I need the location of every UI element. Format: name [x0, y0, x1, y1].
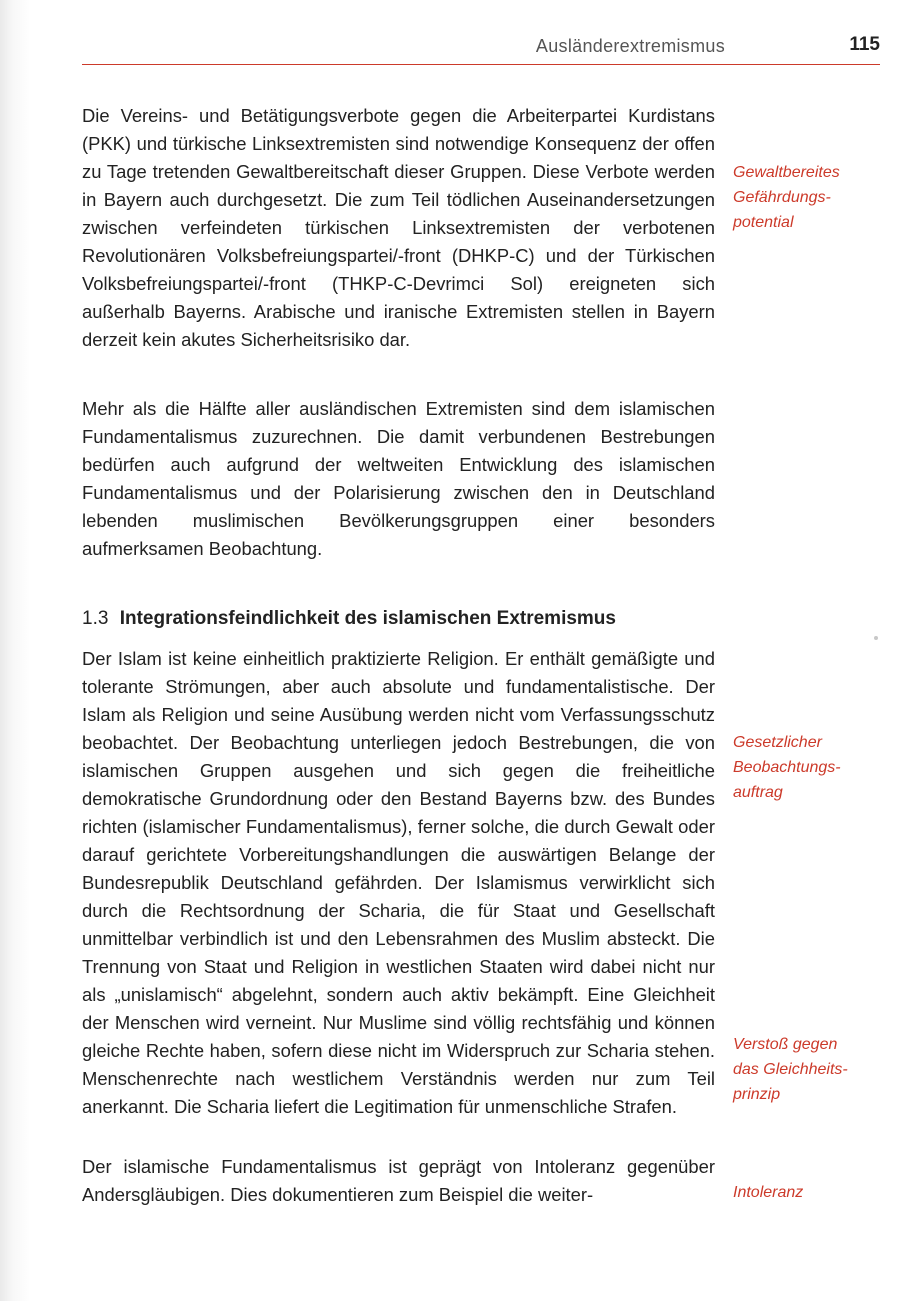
scan-speck: [874, 636, 878, 640]
section-title: Integrationsfeindlichkeit des islamischen Extremismus: [119, 608, 616, 629]
section-heading: [82, 605, 715, 633]
margin-note-gleichheitsprinzip: Verstoß gegen das Gleichheits- prinzip: [733, 1036, 848, 1103]
page-number: 115: [849, 34, 880, 55]
paragraph-intoleranz: Der islamische Fundamentalismus ist geprägt von Intoleranz gegenüber Andersgläubigen. Dies dokumentieren zum Beispiel die weiter-: [82, 1156, 715, 1205]
paragraph-fundamentalismus: Mehr als die Hälfte aller ausländischen Extremisten sind dem islamischen Fundamentalismus zuzurechnen. Die damit verbundenen Bestrebungen bedürfen auch aufgrund der weltweiten Entwicklung des islamischen Fundamentalismus und der Polarisierung zwischen den in Deutschland lebenden muslimischen Bevölkerungsgruppen einer besonders aufmerksamen Beobachtung.: [82, 398, 715, 559]
paragraph-islam: Der Islam ist keine einheitlich praktizierte Religion. Er enthält gemäßigte und tolerante Strömungen, aber auch absolute und fundamentalistische. Der Islam als Religion und seine Ausübung werden nicht vom Verfassungsschutz beobachtet. Der Beobachtung unterliegen jedoch Bestrebungen, die von islamischen Gruppen ausgehen und sich gegen die freiheitliche demokratische Grundordnung oder den Bestand Bayerns bzw. des Bundes richten (islamischer Fundamentalismus), ferner solche, die durch Gewalt oder darauf gerichtete Vorbereitungshandlungen die auswärtigen Belange der Bundesrepublik Deutschland gefährden. Der Islamismus verwirklicht sich durch die Rechtsordnung der Scharia, die für Staat und Gesellschaft unmittelbar verbindlich ist und den Lebensrahmen des Muslim absteckt. Die Trennung von Staat und Religion in westlichen Staaten wird dabei nicht nur als „unislamisch“ abgelehnt, sondern auch aktiv bekämpft. Eine Gleichheit der Menschen wird verneint. Nur Muslime sind völlig rechtsfähig und können gleiche Rechte haben, sofern diese nicht im Widerspruch zur Scharia stehen. Menschenrechte nach westlichem Verständnis werden nur zum Teil anerkannt. Die Scharia liefert die Legitimation für unmenschliche Strafen.: [82, 648, 715, 1117]
header-rule: [82, 64, 880, 65]
margin-note-beobachtungsauftrag: Gesetzlicher Beobachtungs- auftrag: [733, 734, 841, 801]
margin-note-gewaltbereites: Gewaltbereites Gefährdungs- potential: [733, 164, 840, 231]
running-header-title: Ausländerextremismus: [535, 36, 725, 56]
paragraph-verbote: Die Vereins- und Betätigungsverbote gegen die Arbeiterpartei Kurdistans (PKK) und türkische Linksextremisten sind notwendige Konsequenz der offen zu Tage tretenden Gewaltbereitschaft dieser Gruppen. Diese Verbote werden in Bayern auch durchgesetzt. Die zum Teil tödlichen Auseinandersetzungen zwischen verfeindeten türkischen Linksextremisten der verbotenen Revolutionären Volksbefreiungspartei/-front (DHKP-C) und der Türkischen Volksbefreiungspartei/-front (THKP-C-Devrimci Sol) ereigneten sich außerhalb Bayerns. Arabische und iranische Extremisten stellen in Bayern derzeit kein akutes Sicherheitsrisiko dar.: [82, 105, 715, 350]
margin-note-intoleranz: Intoleranz: [733, 1184, 804, 1201]
section-number: 1.3: [82, 608, 109, 629]
